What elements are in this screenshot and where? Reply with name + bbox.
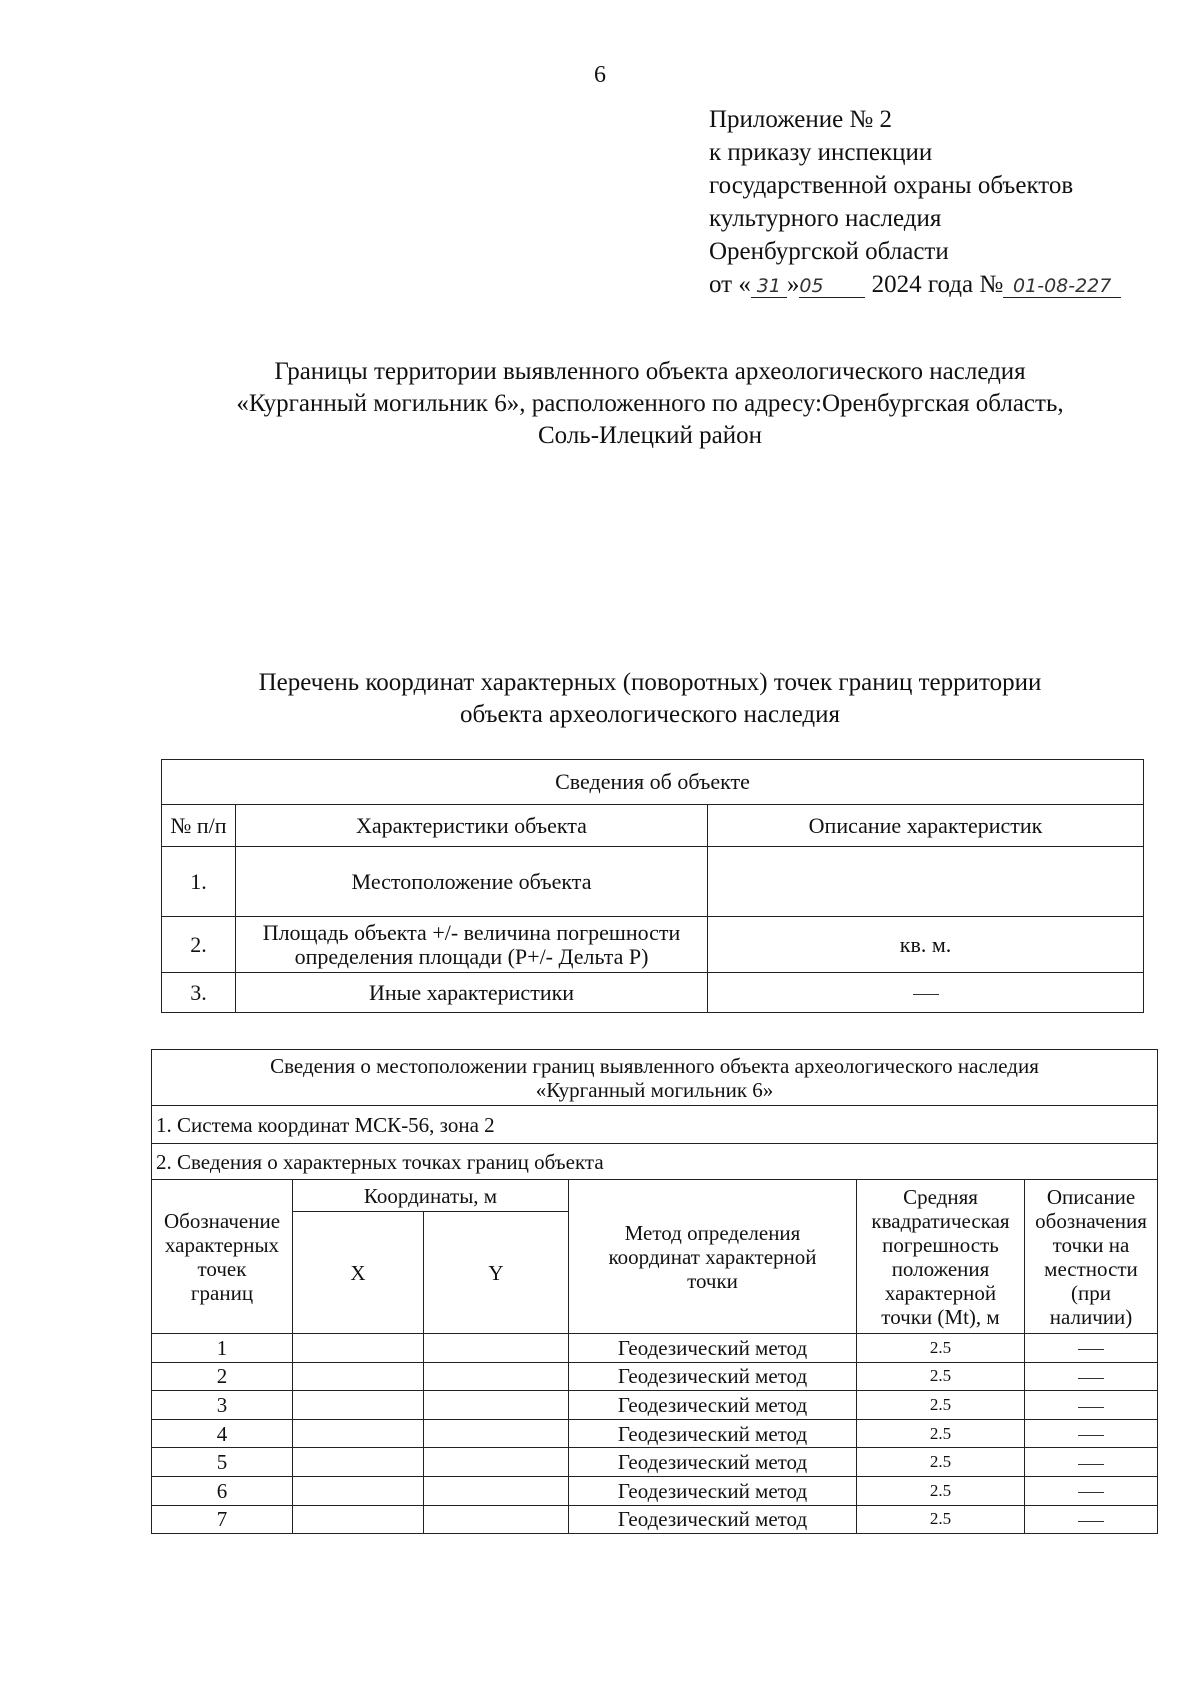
title-line: Границы территории выявленного объекта археологического наследия bbox=[274, 358, 1026, 385]
title-line: Соль-Илецкий район bbox=[537, 422, 763, 449]
point-y bbox=[424, 1476, 569, 1505]
point-method: Геодезический метод bbox=[569, 1391, 857, 1420]
header-line: Описание bbox=[1046, 1184, 1136, 1209]
row-number: 2. bbox=[162, 917, 236, 973]
header-number: № п/п bbox=[162, 805, 236, 847]
header-line: наличии) bbox=[1049, 1304, 1133, 1329]
subtitle-line: Перечень координат характерных (поворотных) точек границ территории bbox=[258, 669, 1042, 696]
characteristic-line: определения площади (Р+/- Дельта Р) bbox=[294, 943, 649, 969]
point-error: 2.5 bbox=[857, 1448, 1025, 1477]
points-table-caption bbox=[152, 1050, 1158, 1106]
header-line: границ bbox=[190, 1280, 254, 1305]
header-line: положения bbox=[891, 1256, 990, 1281]
appendix-line: Оренбургской области bbox=[709, 238, 949, 265]
date-day-handwritten: 31 bbox=[751, 275, 787, 298]
point-y bbox=[424, 1334, 569, 1363]
dash-mark bbox=[1078, 1378, 1104, 1379]
point-description bbox=[1025, 1505, 1158, 1534]
header-line: точки (Mt), м bbox=[881, 1304, 1000, 1329]
appendix-date-line bbox=[709, 268, 1121, 301]
row-description bbox=[708, 973, 1144, 1013]
point-error: 2.5 bbox=[857, 1476, 1025, 1505]
table-row bbox=[152, 1505, 1158, 1534]
page-number: 6 bbox=[594, 62, 606, 88]
date-month-handwritten: 05 bbox=[799, 275, 865, 298]
point-error: 2.5 bbox=[857, 1391, 1025, 1420]
row-number: 3. bbox=[162, 973, 236, 1013]
point-method: Геодезический метод bbox=[569, 1419, 857, 1448]
point-y bbox=[424, 1419, 569, 1448]
table-row bbox=[152, 1391, 1158, 1420]
date-separator: » bbox=[786, 271, 800, 298]
header-description: Описание характеристик bbox=[708, 805, 1144, 847]
header-coordinates: Координаты, м bbox=[293, 1180, 569, 1212]
dash-mark bbox=[1078, 1492, 1104, 1493]
point-x bbox=[293, 1505, 424, 1534]
row-characteristic: Иные характеристики bbox=[236, 973, 708, 1013]
row-characteristic bbox=[236, 917, 708, 973]
point-designation: 5 bbox=[152, 1448, 293, 1477]
header-line: характерных bbox=[164, 1232, 280, 1257]
header-line: (при bbox=[1071, 1280, 1111, 1305]
object-table-caption: Сведения об объекте bbox=[162, 760, 1144, 805]
dash-mark bbox=[1078, 1521, 1104, 1522]
point-designation: 1 bbox=[152, 1334, 293, 1363]
header-y: Y bbox=[424, 1212, 569, 1334]
point-x bbox=[293, 1448, 424, 1477]
boundary-points-table bbox=[151, 1049, 1158, 1534]
header-error bbox=[857, 1180, 1025, 1334]
caption-line: Сведения о местоположении границ выявленного объекта археологического наследия bbox=[270, 1053, 1039, 1078]
row-description bbox=[708, 847, 1144, 917]
appendix-line: к приказу инспекции bbox=[709, 139, 933, 166]
appendix-line: культурного наследия bbox=[709, 205, 942, 232]
appendix-block bbox=[709, 103, 1121, 301]
point-x bbox=[293, 1476, 424, 1505]
header-line: Средняя bbox=[903, 1184, 978, 1209]
dash-mark bbox=[1078, 1349, 1104, 1350]
point-error: 2.5 bbox=[857, 1362, 1025, 1391]
header-line: точек bbox=[197, 1256, 247, 1281]
header-line: местности bbox=[1044, 1256, 1138, 1281]
points-section-row: 2. Сведения о характерных точках границ объекта bbox=[152, 1144, 1158, 1180]
point-error: 2.5 bbox=[857, 1419, 1025, 1448]
row-number: 1. bbox=[162, 847, 236, 917]
date-year: 2024 года № bbox=[871, 271, 1004, 298]
point-description bbox=[1025, 1362, 1158, 1391]
header-line: Обозначение bbox=[163, 1208, 281, 1233]
appendix-line: государственной охраны объектов bbox=[709, 172, 1074, 199]
table-row bbox=[152, 1419, 1158, 1448]
header-designation bbox=[152, 1180, 293, 1334]
point-x bbox=[293, 1391, 424, 1420]
object-info-table bbox=[161, 759, 1144, 1013]
header-line: характерной bbox=[884, 1280, 997, 1305]
dash-mark bbox=[1078, 1464, 1104, 1465]
point-method: Геодезический метод bbox=[569, 1334, 857, 1363]
table-row bbox=[152, 1334, 1158, 1363]
point-designation: 7 bbox=[152, 1505, 293, 1534]
date-prefix: от « bbox=[709, 271, 751, 298]
document-title bbox=[0, 356, 1200, 452]
point-y bbox=[424, 1391, 569, 1420]
table-row bbox=[152, 1448, 1158, 1477]
header-line: погрешность bbox=[882, 1232, 999, 1257]
point-description bbox=[1025, 1334, 1158, 1363]
header-characteristic: Характеристики объекта bbox=[236, 805, 708, 847]
dash-mark bbox=[913, 994, 939, 995]
point-description bbox=[1025, 1476, 1158, 1505]
point-description bbox=[1025, 1419, 1158, 1448]
caption-line: «Курганный могильник 6» bbox=[535, 1077, 774, 1102]
coordinates-list-title bbox=[0, 667, 1200, 731]
header-line: Метод определения bbox=[624, 1220, 801, 1245]
point-method: Геодезический метод bbox=[569, 1448, 857, 1477]
point-x bbox=[293, 1334, 424, 1363]
header-line: точки на bbox=[1052, 1232, 1130, 1257]
table-row bbox=[152, 1362, 1158, 1391]
coordinate-system-row: 1. Система координат МСК-56, зона 2 bbox=[152, 1106, 1158, 1144]
point-designation: 2 bbox=[152, 1362, 293, 1391]
point-x bbox=[293, 1362, 424, 1391]
dash-mark bbox=[1078, 1435, 1104, 1436]
point-designation: 3 bbox=[152, 1391, 293, 1420]
point-method: Геодезический метод bbox=[569, 1476, 857, 1505]
title-line: «Курганный могильник 6», расположенного по адресу:Оренбургская область, bbox=[236, 390, 1064, 417]
point-method: Геодезический метод bbox=[569, 1362, 857, 1391]
header-line: обозначения bbox=[1035, 1208, 1147, 1233]
order-number-handwritten: 01-08-227 bbox=[1003, 275, 1121, 298]
point-error: 2.5 bbox=[857, 1334, 1025, 1363]
row-description: кв. м. bbox=[708, 917, 1144, 973]
table-row bbox=[152, 1476, 1158, 1505]
point-y bbox=[424, 1362, 569, 1391]
header-method bbox=[569, 1180, 857, 1334]
subtitle-line: объекта археологического наследия bbox=[460, 701, 840, 728]
appendix-line: Приложение № 2 bbox=[709, 106, 893, 133]
header-line: квадратическая bbox=[871, 1208, 1010, 1233]
point-method: Геодезический метод bbox=[569, 1505, 857, 1534]
dash-mark bbox=[1078, 1407, 1104, 1408]
header-x: X bbox=[293, 1212, 424, 1334]
point-description bbox=[1025, 1448, 1158, 1477]
header-line: координат характерной bbox=[608, 1244, 817, 1269]
point-rows bbox=[152, 1334, 1158, 1534]
row-characteristic: Местоположение объекта bbox=[236, 847, 708, 917]
header-point-description bbox=[1025, 1180, 1158, 1334]
header-line: точки bbox=[687, 1268, 738, 1293]
point-y bbox=[424, 1448, 569, 1477]
point-y bbox=[424, 1505, 569, 1534]
point-description bbox=[1025, 1391, 1158, 1420]
point-x bbox=[293, 1419, 424, 1448]
point-designation: 6 bbox=[152, 1476, 293, 1505]
point-error: 2.5 bbox=[857, 1505, 1025, 1534]
point-designation: 4 bbox=[152, 1419, 293, 1448]
characteristic-line: Площадь объекта +/- величина погрешности bbox=[262, 919, 681, 945]
